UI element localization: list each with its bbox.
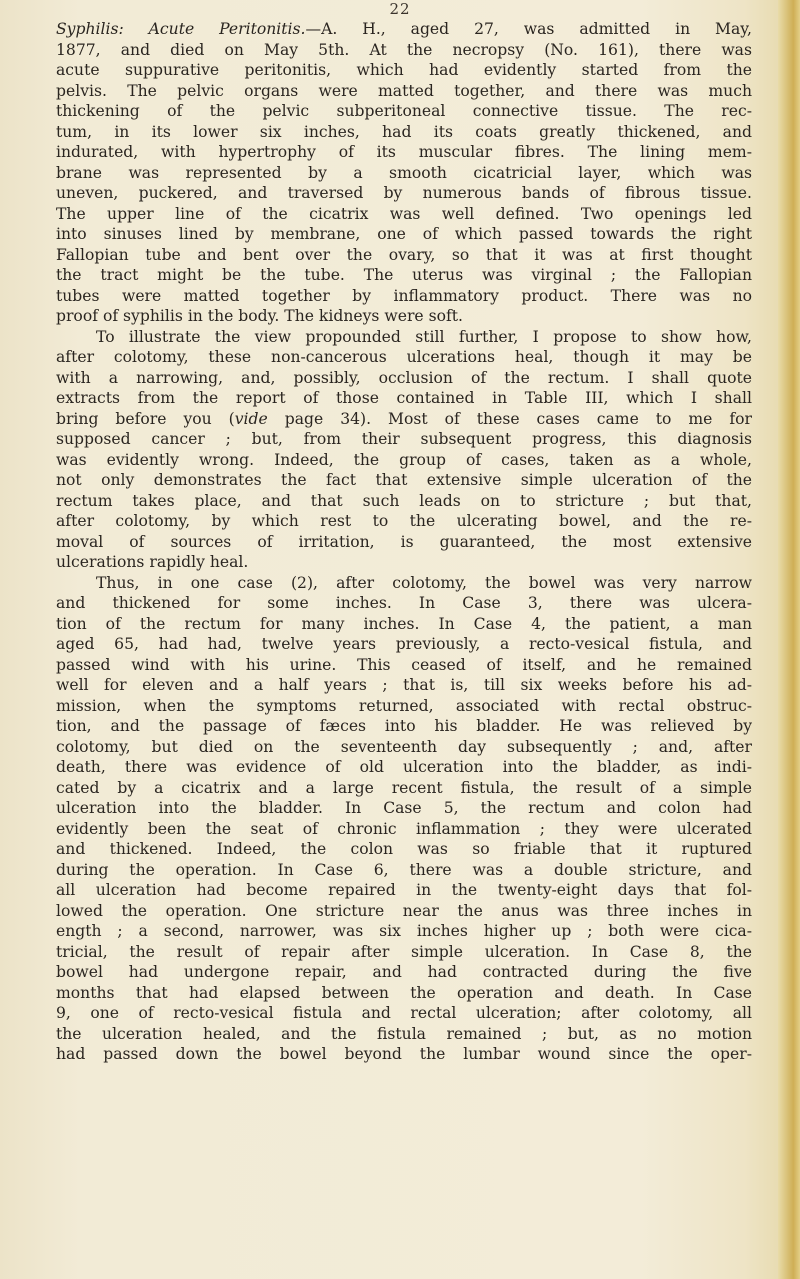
text-line: had passed down the bowel beyond the lumbar wound since the oper- [56, 1045, 752, 1063]
text-line: tubes were matted together by inflammatory product. There was no [56, 286, 752, 305]
text-line: 9, one of recto-vesical fistula and rectal ulceration; after colotomy, all [56, 1004, 752, 1022]
text-line: acute suppurative peritonitis, which had evidently started from the [56, 61, 752, 79]
text-line: Fallopian tube and bent over the ovary, so that it was at first thought [56, 245, 752, 264]
text-line: proof of syphilis in the body. The kidneys were soft. [56, 307, 463, 325]
text-line: with a narrowing, and, possibly, occlusion of the rectum. I shall quote [56, 368, 752, 387]
page-edge [778, 0, 800, 1279]
text-line: after colotomy, by which rest to the ulcerating bowel, and the re- [56, 512, 752, 530]
text-line: The upper line of the cicatrix was well defined. Two openings led [56, 204, 752, 223]
text-line: all ulceration had become repaired in the twenty-eight days that fol- [56, 881, 752, 899]
text-line: mission, when the symptoms returned, associated with rectal obstruc- [56, 696, 752, 715]
text-line: and thickened for some inches. In Case 3, there was ulcera- [56, 594, 752, 612]
text-line: cated by a cicatrix and a large recent fistula, the result of a simple [56, 778, 752, 797]
text-line: not only demonstrates the fact that extensive simple ulceration of the [56, 471, 752, 489]
text-line: death, there was evidence of old ulceration into the bladder, as indi- [56, 758, 752, 776]
text-line: ulcerations rapidly heal. [56, 553, 249, 571]
text-line [56, 19, 752, 40]
text-line: tion, and the passage of fæces into his bladder. He was relieved by [56, 717, 752, 735]
text-line: during the operation. In Case 6, there was a double stricture, and [56, 860, 752, 879]
page-number: 22 [389, 0, 411, 18]
text-line: passed wind with his urine. This ceased of itself, and he remained [56, 655, 752, 674]
text-line: indurated, with hypertrophy of its muscular fibres. The lining mem- [56, 143, 752, 161]
text-line: was evidently wrong. Indeed, the group of cases, taken as a whole, [56, 450, 752, 469]
text-line: tion of the rectum for many inches. In Case 4, the patient, a man [56, 614, 752, 633]
text-line: ulceration into the bladder. In Case 5, the rectum and colon had [56, 799, 752, 817]
text-line: bring before you (vide page 34). Most of these cases came to me for [56, 409, 752, 428]
text-line: and thickened. Indeed, the colon was so friable that it ruptured [56, 840, 752, 858]
text-line: supposed cancer ; but, from their subsequent progress, this diagnosis [56, 430, 752, 448]
text-line: the tract might be the tube. The uterus was virginal ; the Fallopian [56, 266, 752, 284]
text-line: tum, in its lower six inches, had its coats greatly thickened, and [56, 122, 752, 141]
text-line: well for eleven and a half years ; that is, till six weeks before his ad- [56, 676, 752, 694]
text-line: colotomy, but died on the seventeenth day subsequently ; and, after [56, 737, 752, 756]
text-line: aged 65, had had, twelve years previously, a recto-vesical fistula, and [56, 635, 752, 653]
text-line: moval of sources of irritation, is guaranteed, the most extensive [56, 532, 752, 551]
text-line: Thus, in one case (2), after colotomy, the bowel was very narrow [96, 573, 752, 592]
text-line: pelvis. The pelvic organs were matted together, and there was much [56, 81, 752, 100]
text-line: rectum takes place, and that such leads on to stricture ; but that, [56, 491, 752, 510]
text-line: thickening of the pelvic subperitoneal connective tissue. The rec- [56, 102, 752, 120]
text-line: the ulceration healed, and the fistula remained ; but, as no motion [56, 1024, 752, 1043]
text-line: evidently been the seat of chronic inflammation ; they were ulcerated [56, 819, 752, 838]
body-text [56, 19, 752, 1065]
text-line: into sinuses lined by membrane, one of which passed towards the right [56, 225, 752, 243]
text-line: after colotomy, these non-cancerous ulcerations heal, though it may be [56, 348, 752, 366]
text-line: brane was represented by a smooth cicatricial layer, which was [56, 163, 752, 182]
text-line: lowed the operation. One stricture near the anus was three inches in [56, 901, 752, 920]
text-line: To illustrate the view propounded still further, I propose to show how, [96, 327, 752, 346]
text-line: months that had elapsed between the operation and death. In Case [56, 983, 752, 1002]
text-line: uneven, puckered, and traversed by numerous bands of fibrous tissue. [56, 184, 752, 202]
heading-rest: —A. H., aged 27, was admitted in May, [305, 20, 752, 38]
text-line: 1877, and died on May 5th. At the necropsy (No. 161), there was [56, 40, 752, 59]
text-line: extracts from the report of those contained in Table III, which I shall [56, 389, 752, 407]
text-line: ength ; a second, narrower, was six inches higher up ; both were cica- [56, 922, 752, 940]
text-line: bowel had undergone repair, and had contracted during the five [56, 963, 752, 981]
italic-word: vide [234, 409, 268, 428]
text-line: tricial, the result of repair after simple ulceration. In Case 8, the [56, 942, 752, 961]
heading-italic: Syphilis: Acute Peritonitis. [56, 20, 306, 38]
